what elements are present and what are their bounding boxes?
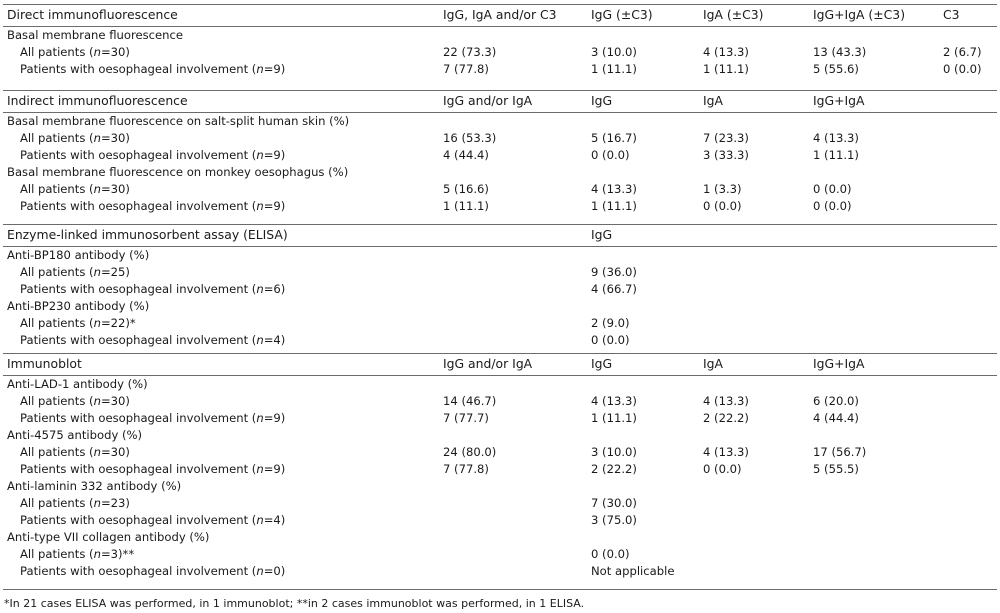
table-cell: 22 (73.3)	[443, 45, 497, 59]
table-cell: 7 (23.3)	[703, 131, 749, 145]
table-row	[3, 164, 997, 181]
table-row	[3, 61, 997, 78]
section-header	[3, 4, 997, 27]
section-header	[3, 353, 997, 376]
table-section	[3, 90, 997, 215]
table-cell: 1 (11.1)	[591, 411, 637, 425]
table-cell: 1 (3.3)	[703, 182, 742, 196]
table-cell: 5 (16.6)	[443, 182, 489, 196]
column-header: IgG, IgA and/or C3	[443, 7, 557, 22]
table-section	[3, 4, 997, 78]
table-cell: 4 (13.3)	[703, 45, 749, 59]
column-header: IgG	[591, 227, 613, 242]
section-title: Indirect immunofluorescence	[7, 93, 188, 108]
table-cell: 5 (16.7)	[591, 131, 637, 145]
row-label: Patients with oesophageal involvement (n=9)	[20, 199, 286, 213]
table-row	[3, 529, 997, 546]
row-label: All patients (n=3)**	[20, 547, 135, 561]
table-cell: 2 (22.2)	[591, 462, 637, 476]
table-cell: 4 (44.4)	[813, 411, 859, 425]
table-cell: 5 (55.6)	[813, 62, 859, 76]
table-row	[3, 563, 997, 580]
column-header: IgA	[703, 356, 723, 371]
table-cell: 7 (77.7)	[443, 411, 489, 425]
row-label: All patients (n=23)	[20, 496, 130, 510]
table-bottom-rule	[3, 589, 997, 590]
row-label: All patients (n=25)	[20, 265, 130, 279]
table-cell: 4 (13.3)	[813, 131, 859, 145]
table-cell: 9 (36.0)	[591, 265, 637, 279]
table-row	[3, 181, 997, 198]
row-label: All patients (n=22)*	[20, 316, 136, 330]
table-cell: 14 (46.7)	[443, 394, 497, 408]
table-row	[3, 546, 997, 563]
table-cell: 4 (13.3)	[703, 394, 749, 408]
table-row	[3, 44, 997, 61]
column-header: IgA	[703, 93, 723, 108]
section-header	[3, 90, 997, 113]
table-row	[3, 247, 997, 264]
table-row	[3, 113, 997, 130]
table-row	[3, 332, 997, 349]
table-cell: 6 (20.0)	[813, 394, 859, 408]
column-header: IgG and/or IgA	[443, 93, 533, 108]
column-header: IgG	[591, 356, 613, 371]
table-cell: Not applicable	[591, 564, 675, 578]
table-row	[3, 198, 997, 215]
table-cell: 4 (13.3)	[591, 394, 637, 408]
table-row	[3, 444, 997, 461]
table-cell: 1 (11.1)	[443, 199, 489, 213]
table-cell: 2 (22.2)	[703, 411, 749, 425]
table-cell: 0 (0.0)	[591, 333, 630, 347]
column-header: IgG	[591, 93, 613, 108]
table-cell: 4 (44.4)	[443, 148, 489, 162]
table-section	[3, 353, 997, 580]
table-cell: 17 (56.7)	[813, 445, 867, 459]
table-row	[3, 298, 997, 315]
table-cell: 0 (0.0)	[591, 148, 630, 162]
column-header: IgG+IgA	[813, 356, 865, 371]
table-footnote: *In 21 cases ELISA was performed, in 1 immunoblot; **in 2 cases immunoblot was performed, in 1 ELISA.	[4, 597, 585, 610]
table-cell: 4 (66.7)	[591, 282, 637, 296]
table-row	[3, 461, 997, 478]
table-cell: 0 (0.0)	[943, 62, 982, 76]
table-cell: 1 (11.1)	[591, 62, 637, 76]
row-group-label: Anti-BP180 antibody (%)	[7, 248, 150, 262]
table-cell: 0 (0.0)	[813, 182, 852, 196]
section-title: Immunoblot	[7, 356, 82, 371]
row-label: All patients (n=30)	[20, 182, 130, 196]
row-label: Patients with oesophageal involvement (n=9)	[20, 148, 286, 162]
table-cell: 7 (77.8)	[443, 62, 489, 76]
table-cell: 1 (11.1)	[703, 62, 749, 76]
table-cell: 3 (10.0)	[591, 45, 637, 59]
table-cell: 0 (0.0)	[703, 199, 742, 213]
column-header: IgG+IgA (±C3)	[813, 7, 906, 22]
row-label: All patients (n=30)	[20, 45, 130, 59]
table-row	[3, 130, 997, 147]
row-group-label: Anti-type VII collagen antibody (%)	[7, 530, 210, 544]
table-cell: 4 (13.3)	[591, 182, 637, 196]
table-cell: 16 (53.3)	[443, 131, 497, 145]
table-cell: 0 (0.0)	[591, 547, 630, 561]
row-label: Patients with oesophageal involvement (n=9)	[20, 62, 286, 76]
row-label: Patients with oesophageal involvement (n=4)	[20, 513, 286, 527]
section-header	[3, 224, 997, 247]
table-row	[3, 410, 997, 427]
table-section	[3, 224, 997, 349]
column-header: IgG+IgA	[813, 93, 865, 108]
column-header: C3	[943, 7, 960, 22]
table-cell: 2 (6.7)	[943, 45, 982, 59]
row-label: Patients with oesophageal involvement (n=9)	[20, 462, 286, 476]
table-cell: 2 (9.0)	[591, 316, 630, 330]
table-cell: 3 (75.0)	[591, 513, 637, 527]
table-row	[3, 495, 997, 512]
row-label: All patients (n=30)	[20, 131, 130, 145]
column-header: IgA (±C3)	[703, 7, 764, 22]
row-label: All patients (n=30)	[20, 394, 130, 408]
table-row	[3, 315, 997, 332]
table-row	[3, 27, 997, 44]
column-header: IgG (±C3)	[591, 7, 653, 22]
row-group-label: Anti-BP230 antibody (%)	[7, 299, 150, 313]
row-group-label: Basal membrane fluorescence	[7, 28, 184, 42]
table-cell: 4 (13.3)	[703, 445, 749, 459]
row-label: All patients (n=30)	[20, 445, 130, 459]
table-row	[3, 393, 997, 410]
table-cell: 7 (77.8)	[443, 462, 489, 476]
table-cell: 7 (30.0)	[591, 496, 637, 510]
row-label: Patients with oesophageal involvement (n=0)	[20, 564, 286, 578]
table-row	[3, 376, 997, 393]
table-cell: 0 (0.0)	[703, 462, 742, 476]
table-row	[3, 264, 997, 281]
row-group-label: Basal membrane fluorescence on monkey oesophagus (%)	[7, 165, 349, 179]
row-group-label: Anti-LAD-1 antibody (%)	[7, 377, 148, 391]
table-row	[3, 427, 997, 444]
table-cell: 13 (43.3)	[813, 45, 867, 59]
row-group-label: Anti-laminin 332 antibody (%)	[7, 479, 182, 493]
table-cell: 5 (55.5)	[813, 462, 859, 476]
table-cell: 3 (10.0)	[591, 445, 637, 459]
table-row	[3, 478, 997, 495]
table-cell: 1 (11.1)	[813, 148, 859, 162]
row-group-label: Anti-4575 antibody (%)	[7, 428, 143, 442]
table-row	[3, 512, 997, 529]
row-group-label: Basal membrane fluorescence on salt-split human skin (%)	[7, 114, 350, 128]
table-cell: 3 (33.3)	[703, 148, 749, 162]
row-label: Patients with oesophageal involvement (n=6)	[20, 282, 286, 296]
table-cell: 0 (0.0)	[813, 199, 852, 213]
section-title: Enzyme-linked immunosorbent assay (ELISA)	[7, 227, 288, 242]
table-cell: 1 (11.1)	[591, 199, 637, 213]
section-title: Direct immunofluorescence	[7, 7, 178, 22]
row-label: Patients with oesophageal involvement (n=9)	[20, 411, 286, 425]
table-row	[3, 147, 997, 164]
column-header: IgG and/or IgA	[443, 356, 533, 371]
row-label: Patients with oesophageal involvement (n=4)	[20, 333, 286, 347]
table-row	[3, 281, 997, 298]
table-cell: 24 (80.0)	[443, 445, 497, 459]
